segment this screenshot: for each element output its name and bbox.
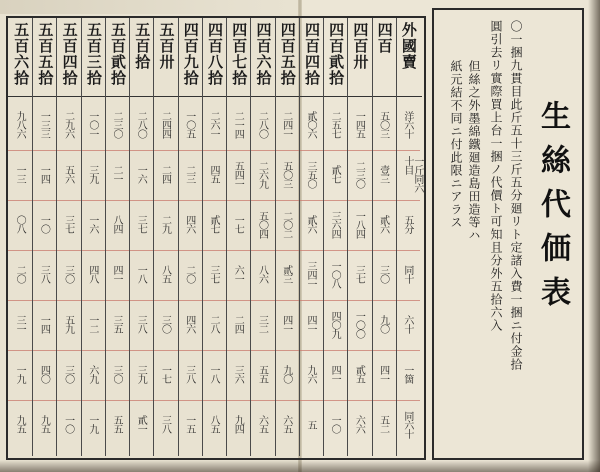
table-cell: 四六 — [183, 215, 195, 233]
column-divider — [275, 18, 276, 456]
table-cell: 三六 — [232, 365, 244, 383]
table-cell: 一八 — [135, 265, 147, 283]
column-header: 四百七拾 — [230, 22, 249, 86]
table-cell: 貳五 — [353, 365, 365, 383]
column-header: 四百 — [375, 22, 394, 54]
table-cell: 四〇 — [38, 365, 50, 383]
table-cell: 三八 — [135, 315, 147, 333]
table-cell: 二六九 — [256, 160, 268, 188]
column-divider — [32, 18, 33, 456]
note-line: 紙元結不同ニ付此限ニアラス — [449, 60, 463, 229]
table-cell: 三二 — [256, 315, 268, 333]
table-cell: 五〇三 — [280, 160, 292, 188]
table-cell: 二〇二 — [280, 210, 292, 238]
column-divider — [178, 18, 179, 456]
table-cell: 四一 — [304, 315, 316, 333]
note-line: 圓引去リ實際買上台一捆ノ代價ト可知且分外五拾六入 — [489, 20, 503, 332]
table-cell: 一九 — [14, 365, 26, 383]
table-cell: 三八 — [38, 265, 50, 283]
table-cell: 三七 — [62, 215, 74, 233]
table-cell: 二三 — [183, 165, 195, 183]
table-cell: 九〇 — [280, 365, 292, 383]
table-cell: 貳一 — [135, 415, 147, 433]
table-cell: 六九 — [86, 365, 98, 383]
table-cell: 二九 — [159, 215, 171, 233]
table-cell: 二〇 — [183, 265, 195, 283]
table-cell: 一箇 — [401, 365, 413, 383]
table-cell: 一八 — [208, 365, 219, 383]
column-header: 四百貮拾 — [327, 22, 346, 86]
table-cell: 一九 — [86, 415, 98, 433]
table-cell: 五四一 — [232, 160, 244, 188]
table-cell: 三七 — [135, 215, 147, 233]
table-cell: 一七 — [232, 215, 244, 233]
table-cell: 六一 — [232, 265, 244, 283]
table-cell: 二三〇 — [111, 110, 123, 138]
table-cell: 貳六 — [304, 215, 316, 233]
column-divider — [347, 18, 348, 456]
column-header: 四百九拾 — [181, 22, 200, 86]
column-divider — [396, 18, 397, 456]
column-header: 五百五拾 — [36, 22, 55, 86]
table-cell: 一四 — [38, 165, 50, 183]
table-cell: 一二 — [86, 315, 98, 333]
table-cell: 一〇 — [38, 215, 50, 233]
table-cell: 五二 — [377, 415, 389, 433]
table-cell: 九四 — [232, 415, 244, 433]
column-divider — [323, 18, 324, 456]
table-cell: 六五 — [280, 415, 292, 433]
table-cell: 二一四 — [232, 110, 244, 138]
column-divider — [202, 18, 203, 456]
table-cell: 五五 — [111, 415, 123, 433]
table-cell: 貳七 — [208, 215, 219, 233]
table-rule-line — [8, 150, 420, 151]
table-cell: 九五 — [14, 415, 26, 433]
column-divider — [81, 18, 82, 456]
column-header: 五百拾 — [133, 22, 152, 70]
table-cell: 貳六 — [377, 215, 389, 233]
table-cell: 三八 — [183, 365, 195, 383]
table-cell: 一六 — [135, 165, 147, 183]
table-cell: 一四 — [38, 315, 50, 333]
column-divider — [250, 18, 251, 456]
table-cell: 五 — [304, 419, 316, 429]
table-cell: 一〇〇 — [353, 310, 365, 338]
table-cell: 貳三 — [280, 265, 292, 283]
column-header: 五百六拾 — [12, 22, 31, 86]
table-rule-line — [8, 200, 420, 201]
table-cell: 二四四 — [159, 110, 171, 138]
table-cell: 三〇 — [62, 265, 74, 283]
edge-shadow-bottom — [0, 460, 600, 472]
table-cell: 貳七 — [329, 165, 341, 183]
table-cell: 九五 — [38, 415, 50, 433]
table-cell: 四一 — [377, 365, 389, 383]
table-cell: 二八〇 — [256, 110, 268, 138]
table-cell: 三〇 — [111, 365, 123, 383]
table-cell: 三一 — [14, 315, 26, 333]
column-divider — [372, 18, 373, 456]
table-cell: 九六 — [304, 365, 316, 383]
column-header: 五百三拾 — [84, 22, 103, 86]
table-cell: 八五 — [208, 415, 219, 433]
table-cell: 九〇 — [377, 315, 389, 333]
table-cell: 二〇 — [14, 265, 26, 283]
column-divider — [56, 18, 57, 456]
table-cell: 四五 — [208, 165, 219, 183]
column-header: 四百卅 — [351, 22, 370, 70]
table-cell: 一四五 — [353, 110, 365, 138]
table-cell: 五分 — [401, 215, 413, 233]
table-cell: 二三〇 — [353, 160, 365, 188]
table-cell: 三四一 — [304, 260, 316, 288]
column-divider — [299, 18, 300, 456]
column-divider — [105, 18, 106, 456]
table-cell: 一〇 — [62, 415, 74, 433]
table-cell: 六十 — [401, 315, 413, 333]
column-header: 五百貮拾 — [109, 22, 128, 86]
table-cell: 四六 — [183, 315, 195, 333]
column-header: 四百五拾 — [278, 22, 297, 86]
table-cell: 〇八 — [14, 215, 26, 233]
table-rule-line — [8, 400, 420, 401]
table-cell: 二四一 — [280, 110, 292, 138]
table-cell: 二九六 — [62, 110, 74, 138]
table-cell: 八六 — [256, 265, 268, 283]
table-cell: 一五 — [183, 415, 195, 433]
table-cell: 二八〇 — [135, 110, 147, 138]
column-header: 四百六拾 — [254, 22, 273, 86]
table-cell: 二四 — [232, 315, 244, 333]
table-cell: 二六一 — [208, 110, 219, 138]
table-cell: 一〇八 — [329, 260, 341, 288]
column-divider — [153, 18, 154, 456]
table-cell: 五五 — [256, 365, 268, 383]
table-cell: 三八 — [159, 415, 171, 433]
table-cell: 同六十 — [401, 410, 413, 438]
table-cell: 三〇 — [377, 265, 389, 283]
table-cell: 六六 — [353, 415, 365, 433]
table-cell: 三五〇 — [304, 160, 316, 188]
table-cell: 三五 — [111, 315, 123, 333]
table-cell: 一斤同六十目 — [401, 156, 423, 192]
document-title: 生絲代価表 — [535, 100, 570, 320]
table-cell: 二八 — [208, 315, 219, 333]
table-rule-line — [8, 250, 420, 251]
column-header: 四百八拾 — [206, 22, 224, 86]
table-cell: 三〇 — [62, 365, 74, 383]
table-cell: 五六 — [62, 165, 74, 183]
table-cell: 四一 — [280, 315, 292, 333]
table-cell: 一八四 — [353, 210, 365, 238]
column-header: 外國賣 — [399, 22, 418, 70]
table-cell: 四一 — [329, 365, 341, 383]
table-cell: 四八 — [86, 265, 98, 283]
table-cell: 三六四 — [329, 210, 341, 238]
table-cell: 二五七 — [329, 110, 341, 138]
table-cell: 二一 — [111, 165, 123, 183]
table-cell: 九八六 — [14, 110, 26, 138]
table-cell: 五〇四 — [256, 210, 268, 238]
table-cell: 五〇三 — [377, 110, 389, 138]
table-cell: 貳〇六 — [304, 110, 316, 138]
table-cell: 一六 — [86, 215, 98, 233]
table-cell: 三七 — [353, 265, 365, 283]
column-header: 五百四拾 — [60, 22, 79, 86]
table-cell: 一三 — [14, 165, 26, 183]
table-cell: 二四 — [159, 165, 171, 183]
edge-shadow-right — [588, 0, 600, 472]
table-cell: 六五 — [256, 415, 268, 433]
table-cell: 四一 — [111, 265, 123, 283]
table-cell: 三〇 — [159, 315, 171, 333]
table-cell: 一三三 — [38, 110, 50, 138]
column-header: 五百卅 — [157, 22, 176, 70]
table-cell: 三七 — [208, 265, 219, 283]
table-cell: 同十 — [401, 265, 413, 283]
table-cell: 一〇一 — [86, 110, 98, 138]
header-separator — [8, 96, 422, 97]
note-line: 但絲之外墨綿鐵廻造島田造等ハ — [467, 60, 481, 242]
note-line: 〇一捆九貫目此斤五十三斤五分廻リト定諸入費一捆ニ付金拾 — [509, 20, 523, 371]
column-header: 四百四拾 — [302, 22, 321, 86]
table-cell: 八四 — [111, 215, 123, 233]
table-rule-line — [8, 350, 420, 351]
table-cell: 一七 — [159, 365, 171, 383]
table-cell: 三九 — [86, 165, 98, 183]
table-cell: 五九 — [62, 315, 74, 333]
table-cell: 三九 — [135, 365, 147, 383]
table-cell: 壹三 — [377, 165, 389, 183]
table-cell: 八五 — [159, 265, 171, 283]
table-cell: 洋六十 — [401, 110, 413, 138]
column-divider — [226, 18, 227, 456]
table-cell: 一〇 — [329, 415, 341, 433]
table-cell: 四〇九 — [329, 310, 341, 338]
table-cell: 一〇五 — [183, 110, 195, 138]
column-divider — [129, 18, 130, 456]
table-rule-line — [8, 300, 420, 301]
